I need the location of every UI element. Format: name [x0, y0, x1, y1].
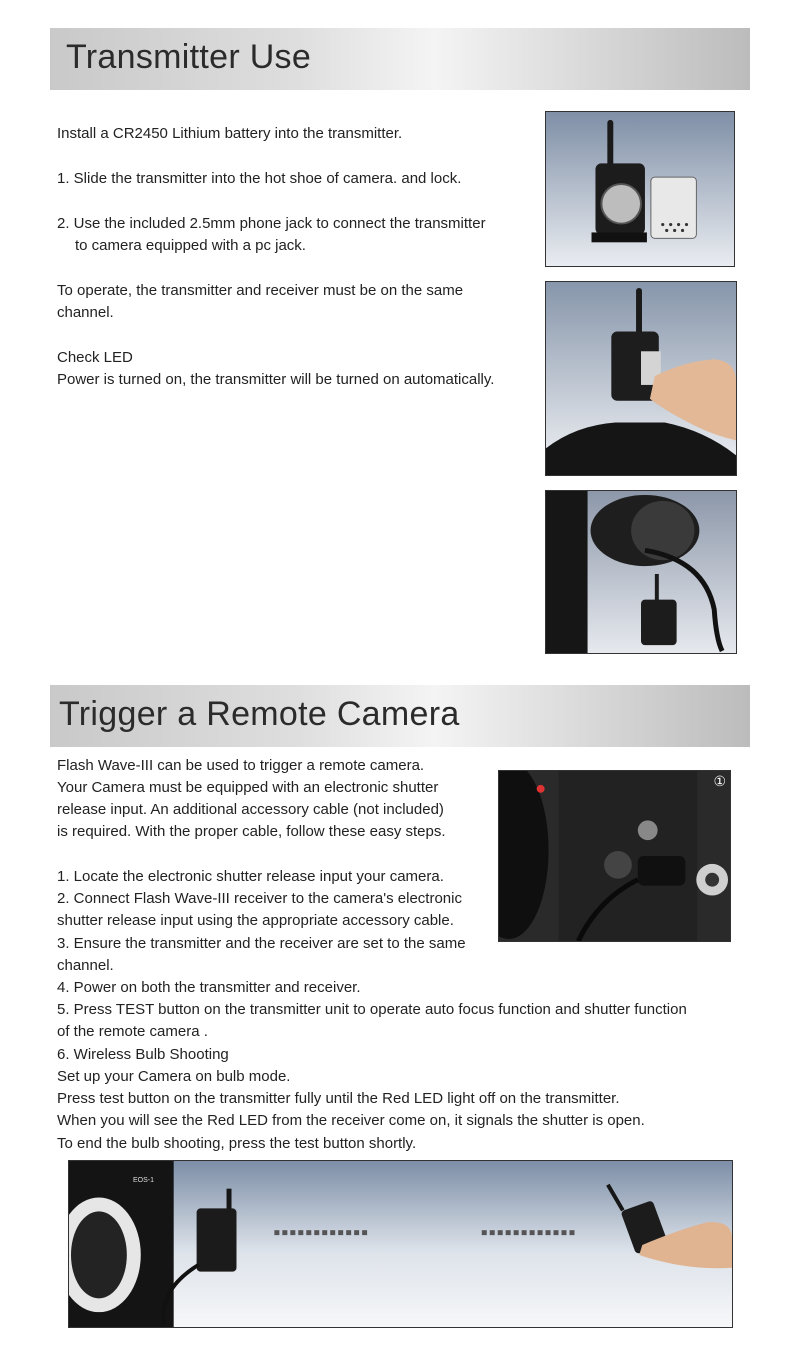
section-title: Trigger a Remote Camera	[59, 695, 460, 733]
battery-instruction: Install a CR2450 Lithium battery into the transmitter.	[57, 125, 403, 142]
bulb-mode-line: Set up your Camera on bulb mode.	[57, 1068, 291, 1085]
check-led-heading: Check LED	[57, 349, 133, 366]
step-1-text: 1. Slide the transmitter into the hot shoe of camera. and lock.	[57, 170, 462, 187]
wireless-remote-shooting-photo	[68, 1160, 733, 1328]
remote-step-5: 5. Press TEST button on the transmitter unit to operate auto focus function and shutter function	[57, 1001, 687, 1018]
remote-intro-line: Your Camera must be equipped with an electronic shutter	[57, 779, 439, 796]
remote-step-3-continued: channel.	[57, 957, 114, 974]
shutter-release-port-photo	[498, 770, 731, 942]
operate-text: To operate, the transmitter and receiver must be on the same	[57, 282, 464, 299]
remote-step-4: 4. Power on both the transmitter and receiver.	[57, 979, 361, 996]
remote-step-5-continued: of the remote camera .	[57, 1023, 208, 1040]
section-banner-trigger-remote-camera	[50, 685, 750, 747]
operate-text-continued: channel.	[57, 304, 114, 321]
step-number-badge: ①	[713, 773, 726, 789]
remote-step-2-continued: shutter release input using the appropriate accessory cable.	[57, 912, 454, 929]
remote-intro-line: release input. An additional accessory cable (not included)	[57, 801, 444, 818]
remote-intro-line: is required. With the proper cable, follow these easy steps.	[57, 823, 446, 840]
remote-step-1: 1. Locate the electronic shutter release input your camera.	[57, 868, 444, 885]
power-note: Power is turned on, the transmitter will be turned on automatically.	[57, 371, 495, 388]
remote-step-2: 2. Connect Flash Wave-III receiver to the camera's electronic	[57, 890, 462, 907]
section-title: Transmitter Use	[66, 38, 312, 76]
remote-intro-line: Flash Wave-III can be used to trigger a remote camera.	[57, 757, 425, 774]
hand-mounting-transmitter-photo	[545, 281, 737, 476]
remote-step-3: 3. Ensure the transmitter and the receiver are set to the same	[57, 935, 466, 952]
bulb-mode-line: Press test button on the transmitter fully until the Red LED light off on the transmitter.	[57, 1090, 620, 1107]
remote-step-6: 6. Wireless Bulb Shooting	[57, 1046, 229, 1063]
section-banner-transmitter-use	[50, 28, 750, 90]
step-2-text-continued: to camera equipped with a pc jack.	[75, 237, 306, 254]
camera-cable-connection-photo	[545, 490, 737, 654]
step-2-text: 2. Use the included 2.5mm phone jack to connect the transmitter	[57, 215, 486, 232]
bulb-mode-line: When you will see the Red LED from the receiver come on, it signals the shutter is open.	[57, 1112, 645, 1129]
camera-model-label: EOS-1	[133, 1177, 155, 1184]
bulb-mode-line: To end the bulb shooting, press the test button shortly.	[57, 1135, 417, 1152]
transmitter-battery-photo	[545, 111, 735, 267]
